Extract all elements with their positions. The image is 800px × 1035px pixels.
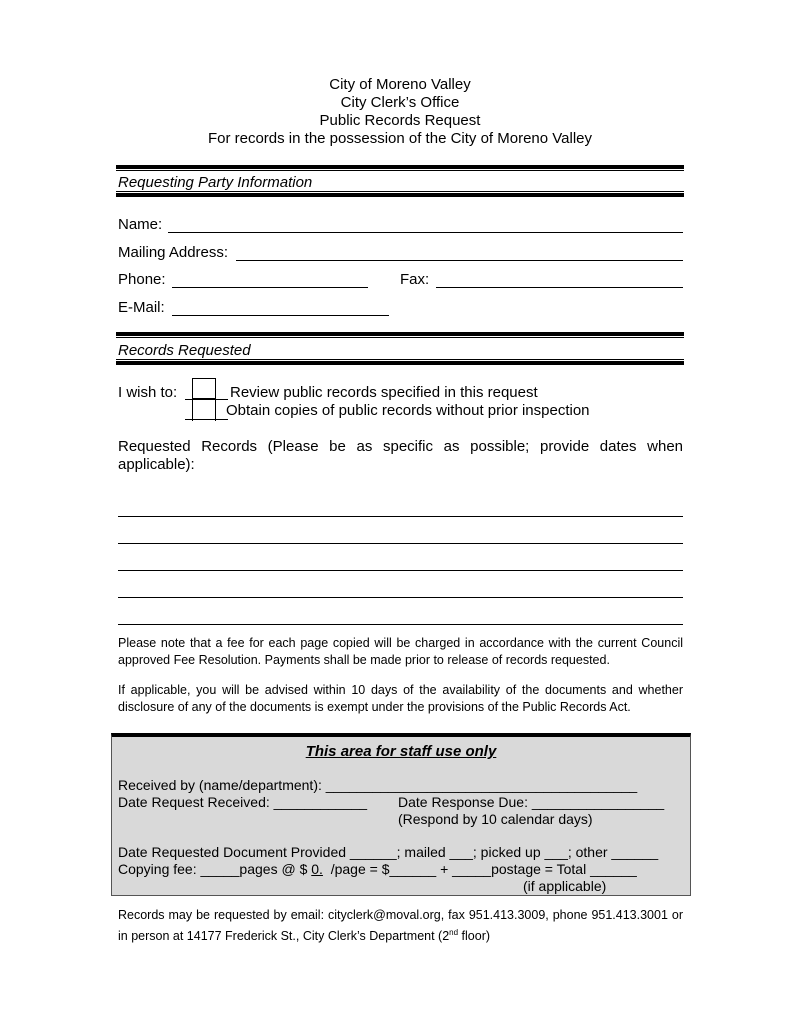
- copies-checkbox[interactable]: [192, 398, 216, 421]
- document-provided: Date Requested Document Provided ______; mailed ___; picked up ___; other ______: [118, 844, 659, 860]
- phone-label: Phone:: [118, 271, 166, 288]
- email-label: E-Mail:: [118, 299, 165, 316]
- staff-heading: This area for staff use only: [305, 743, 497, 760]
- advise-note: If applicable, you will be advised within 10 days of the availability of the documents and whether disclosure of any of the documents is exempt under the provisions of the Public Records Act.: [118, 683, 683, 714]
- name-field[interactable]: [168, 232, 683, 233]
- divider: [116, 332, 684, 338]
- office-name: City Clerk’s Office: [340, 94, 460, 111]
- fee-amount: 0.: [311, 861, 323, 877]
- respond-note: (Respond by 10 calendar days): [398, 811, 593, 827]
- divider: [116, 359, 684, 365]
- received-by: Received by (name/department): ________________________________________: [118, 777, 638, 793]
- section-heading-requesting: Requesting Party Information: [118, 174, 313, 191]
- form-title: Public Records Request: [319, 112, 481, 129]
- requested-records-label: Requested Records (Please be as specific as possible; provide dates when applicable):: [118, 438, 683, 473]
- address-field[interactable]: [236, 260, 683, 261]
- records-line-2[interactable]: [118, 543, 683, 544]
- city-name: City of Moreno Valley: [329, 76, 471, 93]
- if-applicable: (if applicable): [523, 878, 607, 894]
- footer-end: floor): [458, 929, 491, 944]
- fee-prefix: Copying fee: _____pages @ $: [118, 861, 312, 877]
- wish-label: I wish to:: [118, 384, 178, 401]
- form-subtitle: For records in the possession of the City of Moreno Valley: [207, 130, 593, 147]
- records-line-1[interactable]: [118, 516, 683, 517]
- fax-label: Fax:: [400, 271, 430, 288]
- records-line-5[interactable]: [118, 624, 683, 625]
- footer-contact: [118, 907, 683, 945]
- records-line-4[interactable]: [118, 597, 683, 598]
- review-option-label: Review public records specified in this request: [230, 384, 538, 401]
- footer-sup: nd: [449, 928, 459, 937]
- fax-field[interactable]: [436, 287, 683, 288]
- address-label: Mailing Address:: [118, 244, 229, 261]
- copying-fee: [118, 861, 637, 877]
- fee-note: Please note that a fee for each page copied will be charged in accordance with the current Council approved Fee Resolution. Payments shall be made prior to release of records requested.: [118, 636, 683, 667]
- records-line-3[interactable]: [118, 570, 683, 571]
- name-label: Name:: [118, 216, 163, 233]
- copies-option-label: Obtain copies of public records without prior inspection: [226, 402, 590, 419]
- fee-suffix: /page = $______ + _____postage = Total ______: [322, 861, 637, 877]
- date-due: Date Response Due: _________________: [398, 794, 665, 810]
- divider: [116, 191, 684, 197]
- staff-use-area: [111, 733, 691, 896]
- section-heading-records: Records Requested: [118, 342, 251, 359]
- email-field[interactable]: [172, 315, 389, 316]
- date-received: Date Request Received: ____________: [118, 794, 368, 810]
- phone-field[interactable]: [172, 287, 368, 288]
- footer-text: Records may be requested by email: cityclerk@moval.org, fax 951.413.3009, phone 951.413.3001 or in person at 14177 Frederick St., City Clerk’s Department (2: [118, 908, 683, 944]
- divider: [116, 165, 684, 171]
